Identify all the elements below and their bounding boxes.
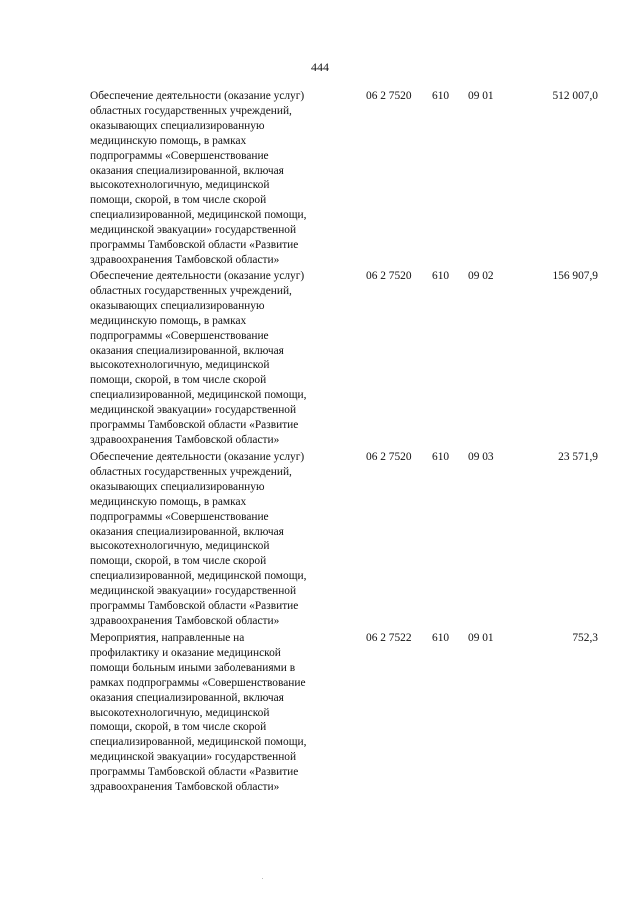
table-row bbox=[0, 89, 640, 269]
row-target-code: 06 2 7522 bbox=[366, 632, 412, 644]
budget-table bbox=[0, 89, 640, 812]
table-row bbox=[0, 450, 640, 631]
row-section: 09 03 bbox=[468, 451, 494, 463]
row-amount: 512 007,0 bbox=[552, 90, 598, 102]
row-target-code: 06 2 7520 bbox=[366, 270, 412, 282]
scan-artifact bbox=[262, 878, 263, 879]
row-expense-type: 610 bbox=[432, 270, 450, 282]
row-description: Обеспечение деятельности (оказание услуг) областных государственных учреждений, оказывающих специализированную медицинскую помощь, в рамках подпрограммы «Совершенствование оказания специализированной, включая высокотехнологичную, медицинской помощи, скорой, в том числе скорой специализированной, медицинской помощи, медицинской эвакуации» государственной программы Тамбовской области «Развитие здравоохранения Тамбовской области» bbox=[90, 270, 307, 446]
row-target-code: 06 2 7520 bbox=[366, 90, 412, 102]
row-section: 09 01 bbox=[468, 632, 494, 644]
row-expense-type: 610 bbox=[432, 632, 450, 644]
row-expense-type: 610 bbox=[432, 451, 450, 463]
row-target-code: 06 2 7520 bbox=[366, 451, 412, 463]
table-row bbox=[0, 631, 640, 812]
row-section: 09 01 bbox=[468, 90, 494, 102]
table-row bbox=[0, 269, 640, 450]
row-amount: 23 571,9 bbox=[558, 451, 598, 463]
row-section: 09 02 bbox=[468, 270, 494, 282]
row-description: Обеспечение деятельности (оказание услуг) областных государственных учреждений, оказывающих специализированную медицинскую помощь, в рамках подпрограммы «Совершенствование оказания специализированной, включая высокотехнологичную, медицинской помощи, скорой, в том числе скорой специализированной, медицинской помощи, медицинской эвакуации» государственной программы Тамбовской области «Развитие здравоохранения Тамбовской области» bbox=[90, 90, 307, 266]
row-description: Мероприятия, направленные на профилактику и оказание медицинской помощи больным иными заболеваниями в рамках подпрограммы «Совершенствование оказания специализированной, включая высокотехнологичную, медицинской помощи, скорой, в том числе скорой специализированной, медицинской помощи, медицинской эвакуации» государственной программы Тамбовской области «Развитие здравоохранения Тамбовской области» bbox=[90, 632, 307, 794]
row-amount: 156 907,9 bbox=[552, 270, 598, 282]
row-expense-type: 610 bbox=[432, 90, 450, 102]
row-amount: 752,3 bbox=[572, 632, 598, 644]
page-number: 444 bbox=[311, 60, 329, 74]
row-description: Обеспечение деятельности (оказание услуг) областных государственных учреждений, оказывающих специализированную медицинскую помощь, в рамках подпрограммы «Совершенствование оказания специализированной, включая высокотехнологичную, медицинской помощи, скорой, в том числе скорой специализированной, медицинской помощи, медицинской эвакуации» государственной программы Тамбовской области «Развитие здравоохранения Тамбовской области» bbox=[90, 451, 307, 627]
